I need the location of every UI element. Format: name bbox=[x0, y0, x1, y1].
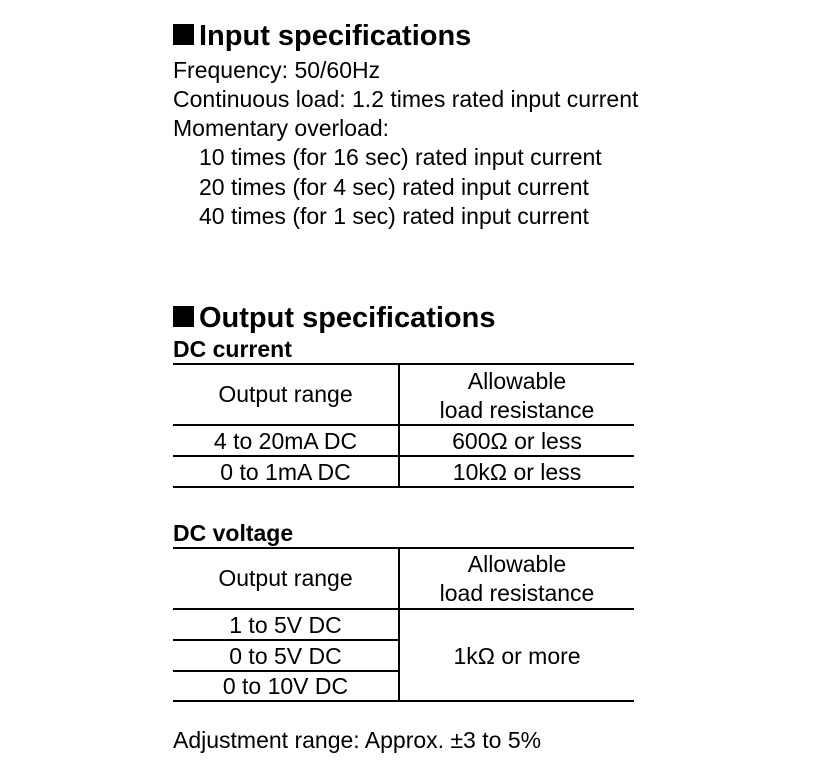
square-bullet-icon bbox=[173, 306, 194, 327]
dc-current-row-range: 0 to 1mA DC bbox=[220, 459, 351, 485]
dc-voltage-title: DC voltage bbox=[173, 520, 294, 546]
square-bullet-icon bbox=[173, 24, 194, 45]
overload-20x-line: 20 times (for 4 sec) rated input current bbox=[199, 174, 589, 200]
dc-voltage-header-allowable: Allowable bbox=[467, 551, 567, 577]
table-rule bbox=[173, 424, 634, 426]
momentary-overload-line: Momentary overload: bbox=[173, 115, 390, 141]
table-rule bbox=[173, 455, 634, 457]
table-rule bbox=[173, 486, 634, 488]
dc-current-row-range: 4 to 20mA DC bbox=[213, 428, 358, 454]
dc-current-header-load-resistance: load resistance bbox=[439, 397, 595, 423]
table-rule bbox=[173, 363, 634, 365]
continuous-load-line: Continuous load: 1.2 times rated input current bbox=[173, 86, 639, 112]
dc-voltage-header-output-range: Output range bbox=[218, 565, 353, 591]
frequency-line: Frequency: 50/60Hz bbox=[173, 57, 381, 83]
table-rule bbox=[173, 608, 634, 610]
input-specifications-heading: Input specifications bbox=[173, 20, 471, 52]
table-rule bbox=[173, 639, 399, 641]
dc-current-row-resistance: 10kΩ or less bbox=[452, 459, 582, 485]
output-specifications-heading: Output specifications bbox=[173, 302, 495, 334]
table-rule bbox=[173, 670, 399, 672]
dc-current-header-allowable: Allowable bbox=[467, 368, 567, 394]
dc-voltage-resistance: 1kΩ or more bbox=[453, 643, 581, 669]
table-rule bbox=[173, 700, 634, 702]
dc-voltage-row-range: 1 to 5V DC bbox=[229, 612, 342, 638]
adjustment-range-line: Adjustment range: Approx. ±3 to 5% bbox=[173, 727, 542, 753]
dc-current-title: DC current bbox=[173, 336, 292, 362]
dc-current-header-output-range: Output range bbox=[218, 381, 353, 407]
dc-voltage-row-range: 0 to 5V DC bbox=[229, 643, 342, 669]
overload-40x-line: 40 times (for 1 sec) rated input current bbox=[199, 203, 589, 229]
overload-10x-line: 10 times (for 16 sec) rated input current bbox=[199, 144, 602, 170]
dc-voltage-header-load-resistance: load resistance bbox=[439, 580, 595, 606]
dc-voltage-row-range: 0 to 10V DC bbox=[222, 673, 349, 699]
table-rule bbox=[173, 547, 634, 549]
dc-current-row-resistance: 600Ω or less bbox=[452, 428, 582, 454]
